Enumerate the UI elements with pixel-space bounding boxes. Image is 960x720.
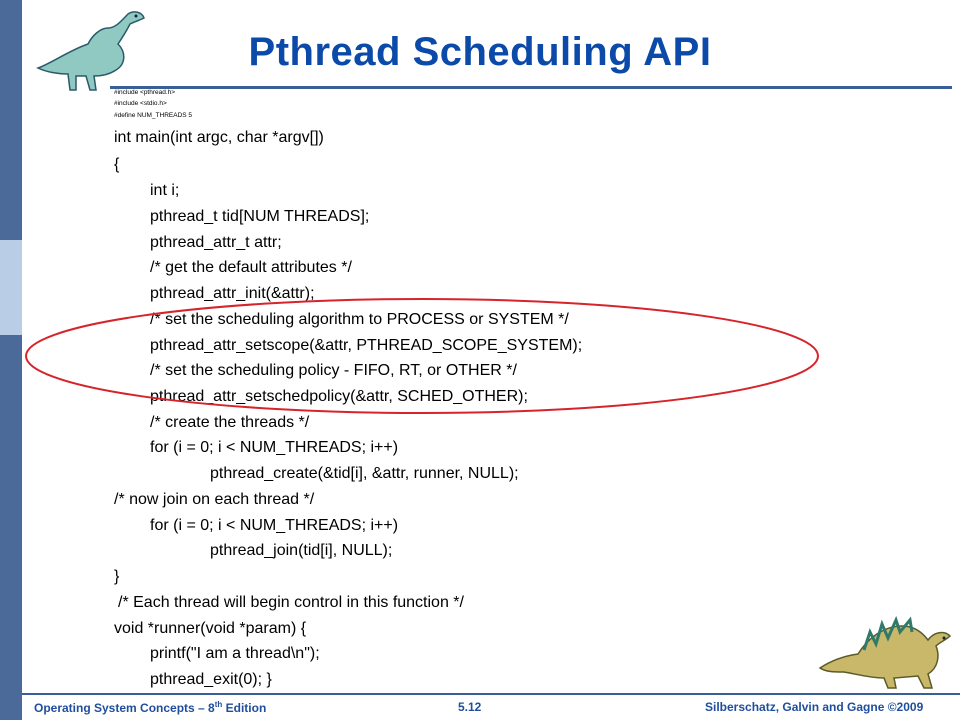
code-line-decl-attr: pthread_attr_t attr;	[150, 234, 282, 251]
sidebar-highlight	[0, 240, 22, 335]
code-line-for-create: for (i = 0; i < NUM_THREADS; i++)	[150, 439, 399, 456]
code-line-close-brace: }	[114, 568, 120, 585]
code-line-printf: printf("I am a thread\n");	[150, 645, 320, 662]
code-line-comment-runner: /* Each thread will begin control in this function */	[118, 594, 464, 611]
code-line-runner-decl: void *runner(void *param) {	[114, 620, 307, 637]
footer-edition: Edition	[222, 701, 267, 715]
code-line-decl-i: int i;	[150, 182, 180, 199]
include-line-2: #include <stdio.h>	[114, 100, 167, 107]
footer-rule	[22, 693, 960, 695]
slide-title: Pthread Scheduling API	[248, 30, 712, 74]
code-line-open-brace: {	[114, 156, 120, 173]
page-number: 5.12	[458, 700, 482, 714]
define-line: #define NUM_THREADS 5	[114, 112, 193, 119]
footer-left	[34, 700, 266, 715]
title-underline	[110, 86, 952, 89]
code-line-setschedpolicy: pthread_attr_setschedpolicy(&attr, SCHED_OTHER);	[150, 388, 528, 405]
dinosaur-icon	[814, 598, 954, 690]
code-line-decl-tid: pthread_t tid[NUM THREADS];	[150, 208, 370, 225]
code-line-for-join: for (i = 0; i < NUM_THREADS; i++)	[150, 517, 399, 534]
code-line-pthread-create: pthread_create(&tid[i], &attr, runner, NULL);	[210, 465, 519, 482]
highlight-ellipse	[22, 295, 822, 417]
code-line-comment-policy: /* set the scheduling policy - FIFO, RT, or OTHER */	[150, 362, 517, 379]
code-line-setscope: pthread_attr_setscope(&attr, PTHREAD_SCOPE_SYSTEM);	[150, 337, 583, 354]
code-line-comment-create: /* create the threads */	[150, 414, 310, 431]
left-sidebar-bar	[0, 0, 22, 720]
code-line-main: int main(int argc, char *argv[])	[114, 129, 324, 146]
footer-book-title: Operating System Concepts – 8	[34, 701, 215, 715]
code-line-comment-join: /* now join on each thread */	[114, 491, 315, 508]
include-line-1: #include <pthread.h>	[114, 89, 176, 96]
footer-authors: Silberschatz, Galvin and Gagne ©2009	[705, 700, 924, 714]
code-line-attr-init: pthread_attr_init(&attr);	[150, 285, 315, 302]
code-line-comment-scope: /* set the scheduling algorithm to PROCESS or SYSTEM */	[150, 311, 569, 328]
footer-superscript: th	[214, 700, 223, 709]
code-line-comment-defaults: /* get the default attributes */	[150, 259, 352, 276]
code-line-pthread-join: pthread_join(tid[i], NULL);	[210, 542, 393, 559]
code-line-pthread-exit: pthread_exit(0); }	[150, 671, 272, 688]
